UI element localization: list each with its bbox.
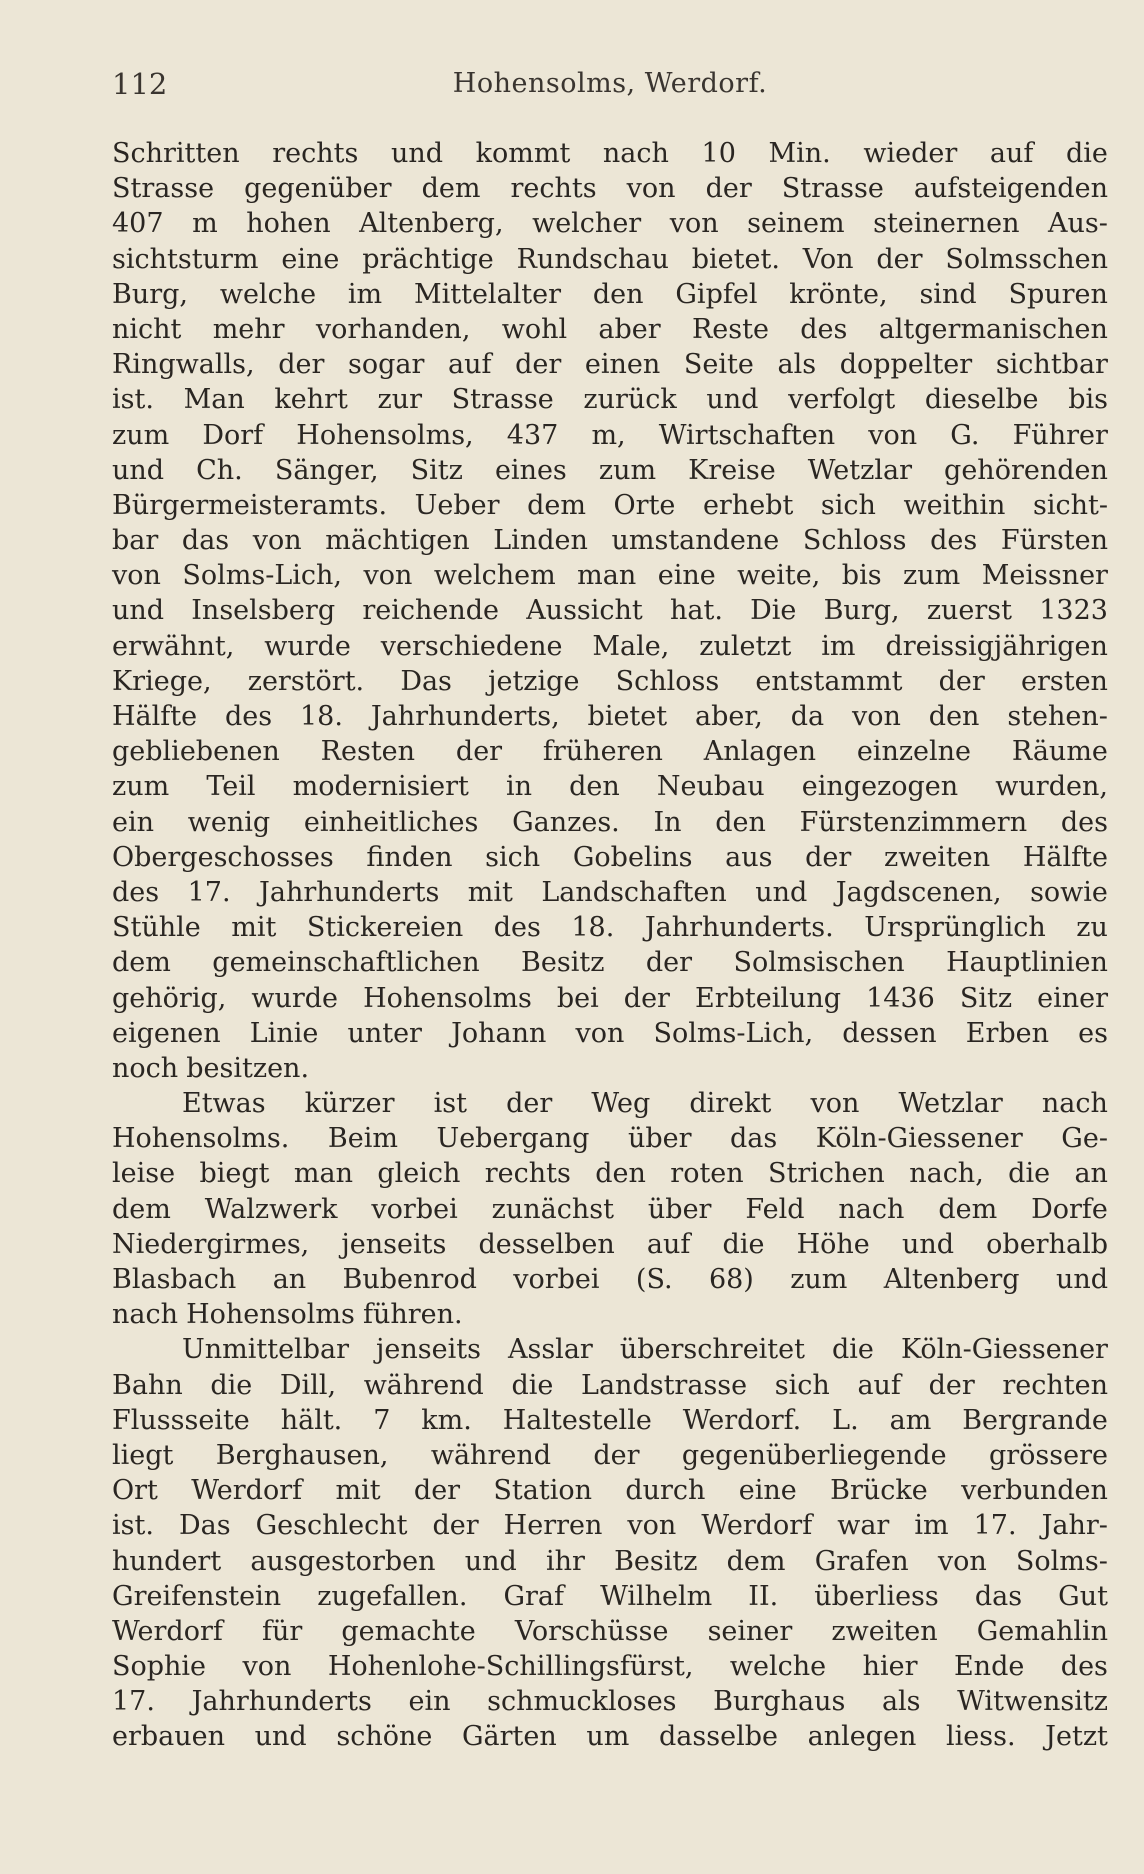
text-line: 407 m hohen Altenberg, welcher von seinem steinernen Aus- — [112, 208, 1108, 240]
text-line: Unmittelbar jenseits Asslar überschreitet die Köln-Giessener — [182, 1334, 1108, 1366]
text-line: Schritten rechts und kommt nach 10 Min. wieder auf die — [112, 138, 1108, 169]
text-line: hundert ausgestorben und ihr Besitz dem Grafen von Solms- — [112, 1545, 1108, 1577]
text-line: Blasbach an Bubenrod vorbei (S. 68) zum Altenberg und — [112, 1264, 1108, 1295]
text-line: Kriege, zerstört. Das jetzige Schloss entstammt der ersten — [112, 665, 1108, 697]
text-line: Strasse gegenüber dem rechts von der Strasse aufsteigenden — [112, 173, 1108, 205]
text-line: Bahn die Dill, während die Landstrasse sich auf der rechten — [112, 1369, 1108, 1401]
text-line: Niedergirmes, jenseits desselben auf die Höhe und oberhalb — [112, 1228, 1108, 1260]
text-line: gebliebenen Resten der früheren Anlagen einzelne Räume — [112, 736, 1108, 768]
text-line: zum Teil modernisiert in den Neubau eingezogen wurden, — [112, 771, 1108, 803]
body-text — [112, 136, 1108, 1755]
text-line: Hälfte des 18. Jahrhunderts, bietet aber, da von den stehen- — [112, 701, 1108, 732]
text-line: von Solms-Lich, von welchem man eine weite, bis zum Meissner — [112, 560, 1108, 592]
text-line: Hohensolms. Beim Uebergang über das Köln-Giessener Ge- — [112, 1123, 1108, 1155]
text-line: Stühle mit Stickereien des 18. Jahrhunderts. Ursprünglich zu — [112, 912, 1108, 944]
text-line: und Ch. Sänger, Sitz eines zum Kreise Wetzlar gehörenden — [112, 454, 1108, 486]
running-title: Hohensolms, Werdorf. — [452, 68, 768, 99]
text-line: Obergeschosses finden sich Gobelins aus der zweiten Hälfte — [112, 841, 1108, 873]
text-line: eigenen Linie unter Johann von Solms-Lich, dessen Erben es — [112, 1017, 1108, 1049]
text-line: Ort Werdorf mit der Station durch eine Brücke verbunden — [112, 1475, 1108, 1507]
text-line: Werdorf für gemachte Vorschüsse seiner zweiten Gemahlin — [112, 1615, 1108, 1647]
text-line: Greifenstein zugefallen. Graf Wilhelm II. überliess das Gut — [112, 1580, 1108, 1612]
text-line: ein wenig einheitliches Ganzes. In den Fürstenzimmern des — [112, 806, 1108, 838]
text-line: Bürgermeisteramts. Ueber dem Orte erhebt sich weithin sicht- — [112, 489, 1108, 521]
text-line: noch besitzen. — [112, 1052, 310, 1084]
text-line: Ringwalls, der sogar auf der einen Seite als doppelter sichtbar — [112, 349, 1108, 381]
text-line: erwähnt, wurde verschiedene Male, zuletzt im dreissigjährigen — [112, 630, 1108, 662]
text-line: liegt Berghausen, während der gegenüberliegende grössere — [112, 1439, 1108, 1471]
text-line: dem Walzwerk vorbei zunächst über Feld nach dem Dorfe — [112, 1193, 1108, 1225]
text-line: des 17. Jahrhunderts mit Landschaften und Jagdscenen, sowie — [112, 876, 1108, 908]
text-line: nicht mehr vorhanden, wohl aber Reste des altgermanischen — [112, 313, 1108, 345]
text-line: 17. Jahrhunderts ein schmuckloses Burghaus als Witwensitz — [112, 1686, 1108, 1718]
text-line: zum Dorf Hohensolms, 437 m, Wirtschaften von G. Führer — [112, 419, 1108, 451]
text-line: Etwas kürzer ist der Weg direkt von Wetzlar nach — [182, 1088, 1108, 1120]
text-line: ist. Man kehrt zur Strasse zurück und verfolgt dieselbe bis — [112, 384, 1108, 416]
text-line: ist. Das Geschlecht der Herren von Werdorf war im 17. Jahr- — [112, 1510, 1108, 1542]
text-line: Flussseite hält. 7 km. Haltestelle Werdorf. L. am Bergrande — [112, 1404, 1108, 1436]
text-line: Burg, welche im Mittelalter den Gipfel krönte, sind Spuren — [112, 278, 1108, 310]
text-line: nach Hohensolms führen. — [112, 1299, 463, 1331]
text-line: leise biegt man gleich rechts den roten Strichen nach, die an — [112, 1158, 1108, 1190]
page-header — [112, 62, 1108, 106]
text-line: bar das von mächtigen Linden umstandene Schloss des Fürsten — [112, 525, 1108, 557]
text-line: erbauen und schöne Gärten um dasselbe anlegen liess. Jetzt — [112, 1721, 1108, 1753]
text-line: und Inselsberg reichende Aussicht hat. Die Burg, zuerst 1323 — [112, 595, 1108, 627]
text-line: gehörig, wurde Hohensolms bei der Erbteilung 1436 Sitz einer — [112, 982, 1108, 1014]
text-line: dem gemeinschaftlichen Besitz der Solmsischen Hauptlinien — [112, 947, 1108, 979]
text-line: Sophie von Hohenlohe-Schillingsfürst, welche hier Ende des — [112, 1651, 1108, 1683]
page-number: 112 — [112, 67, 168, 101]
text-line: sichtsturm eine prächtige Rundschau bietet. Von der Solmsschen — [112, 243, 1108, 275]
